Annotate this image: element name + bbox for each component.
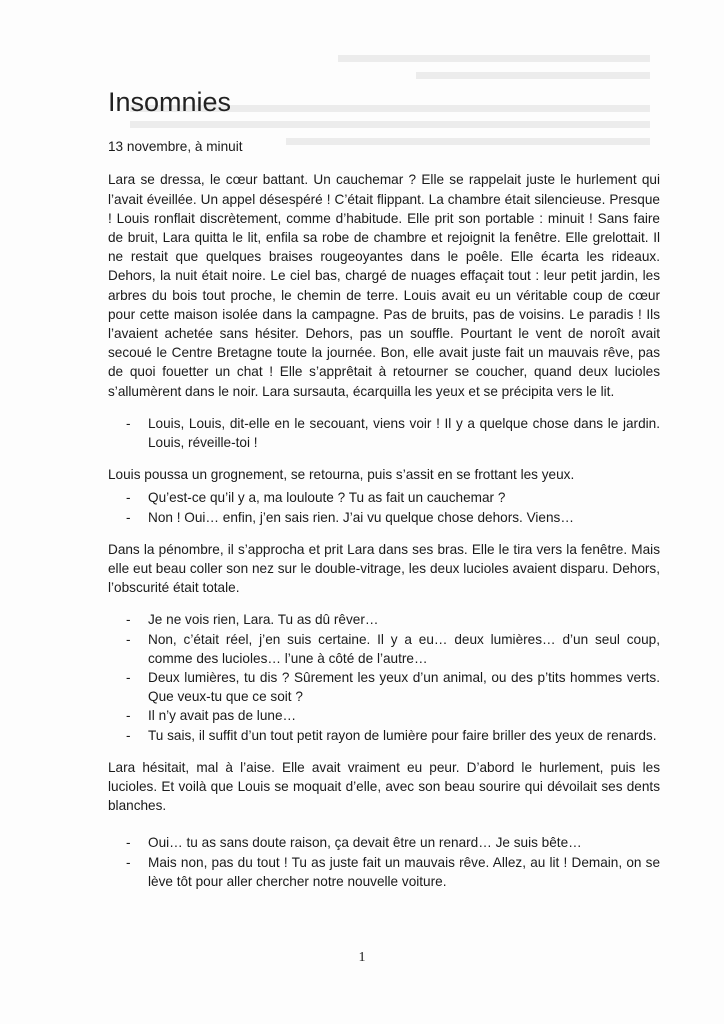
dialogue-line: - Qu’est-ce qu’il y a, ma louloute ? Tu as fait un cauchemar ?	[108, 488, 660, 507]
dialogue-line: - Mais non, pas du tout ! Tu as juste fait un mauvais rêve. Allez, au lit ! Demain, on se lève tôt pour aller chercher notre nouvelle voiture.	[126, 854, 660, 889]
dialogue-block-4	[108, 833, 660, 891]
dialogue-line: - Oui… tu as sans doute raison, ça devait être un renard… Je suis bête…	[108, 833, 660, 852]
dash-marker: -	[126, 854, 131, 870]
paragraph-3: Dans la pénombre, il s’approcha et prit Lara dans ses bras. Elle le tira vers la fenêtre. Mais elle eut beau coller son nez sur le double-vitrage, les deux lucioles avaient disparu. Dehors, l’obscurité était totale.	[108, 541, 660, 596]
dialogue-line: - Deux lumières, tu dis ? Sûrement les yeux d’un animal, ou des p’tits hommes verts. Que veux-tu que ce soit ?	[126, 670, 660, 705]
dateline: 13 novembre, à minuit	[108, 139, 243, 155]
dialogue-block-1	[108, 414, 660, 452]
dialogue-line: - Non, c’était réel, j’en suis certaine. Il y a eu… deux lumières… d’un seul coup, comme des lucioles… l’une à côté de l’autre…	[126, 631, 660, 666]
dialogue-block-3	[108, 610, 660, 744]
dash-marker: -	[126, 612, 131, 628]
paragraph-4: Lara hésitait, mal à l’aise. Elle avait vraiment eu peur. D’abord le hurlement, puis les lucioles. Et voilà que Louis se moquait d’elle, avec son beau sourire qui dévoilait ses dents blanches.	[108, 759, 660, 814]
dash-marker: -	[126, 727, 131, 743]
dialogue-line: - Il n’y avait pas de lune…	[108, 706, 660, 725]
paragraph-2: Louis poussa un grognement, se retourna, puis s’assit en se frottant les yeux.	[108, 467, 575, 483]
document-body	[108, 86, 660, 904]
document-title: Insomnies	[108, 87, 232, 117]
dialogue-block-2	[108, 488, 660, 526]
dash-marker: -	[126, 835, 131, 851]
dash-marker: -	[126, 631, 131, 647]
dash-marker: -	[126, 708, 131, 724]
dash-marker: -	[126, 509, 131, 525]
dash-marker: -	[126, 415, 131, 431]
dialogue-line: - Non ! Oui… enfin, j’en sais rien. J’ai vu quelque chose dehors. Viens…	[108, 508, 660, 527]
dialogue-line: - Je ne vois rien, Lara. Tu as dû rêver…	[108, 610, 660, 629]
dash-marker: -	[126, 490, 131, 506]
dialogue-line: - Tu sais, il suffit d’un tout petit rayon de lumière pour faire briller des yeux de renards.	[108, 726, 660, 745]
page-number: 1	[358, 950, 366, 965]
paragraph-1: Lara se dressa, le cœur battant. Un cauchemar ? Elle se rappelait juste le hurlement qui l’avait éveillée. Un appel désespéré ! C’était flippant. La chambre était silencieuse. Presque ! Louis ronflait discrètement, comme d’habitude. Elle prit son portable : minuit ! Sans faire de bruit, Lara quitta le lit, enfila sa robe de chambre et rejoignit la fenêtre. Elle grelottait. Il ne restait que quelques braises rougeoyantes dans le poêle. Elle écarta les rideaux. Dehors, la nuit était noire. Le ciel bas, chargé de nuages effaçait tout : leur petit jardin, les arbres du bois tout proche, le chemin de terre. Louis avait eu un véritable coup de cœur pour cette maison isolée dans la campagne. Pas de bruits, pas de voisins. Le paradis ! Ils l’avaient achetée sans hésiter. Dehors, pas un souffle. Pourtant le vent de noroît avait secoué le Centre Bretagne toute la journée. Bon, elle avait juste fait un mauvais rêve, pas de quoi fouetter un chat ! Elle s’apprêtait à retourner se coucher, quand deux lucioles s’allumèrent dans le noir. Lara sursauta, écarquilla les yeux et se précipita vers le lit.	[108, 172, 660, 399]
dialogue-line: - Louis, Louis, dit-elle en le secouant, viens voir ! Il y a quelque chose dans le jardin. Louis, réveille-toi !	[126, 415, 660, 451]
dash-marker: -	[126, 670, 131, 686]
